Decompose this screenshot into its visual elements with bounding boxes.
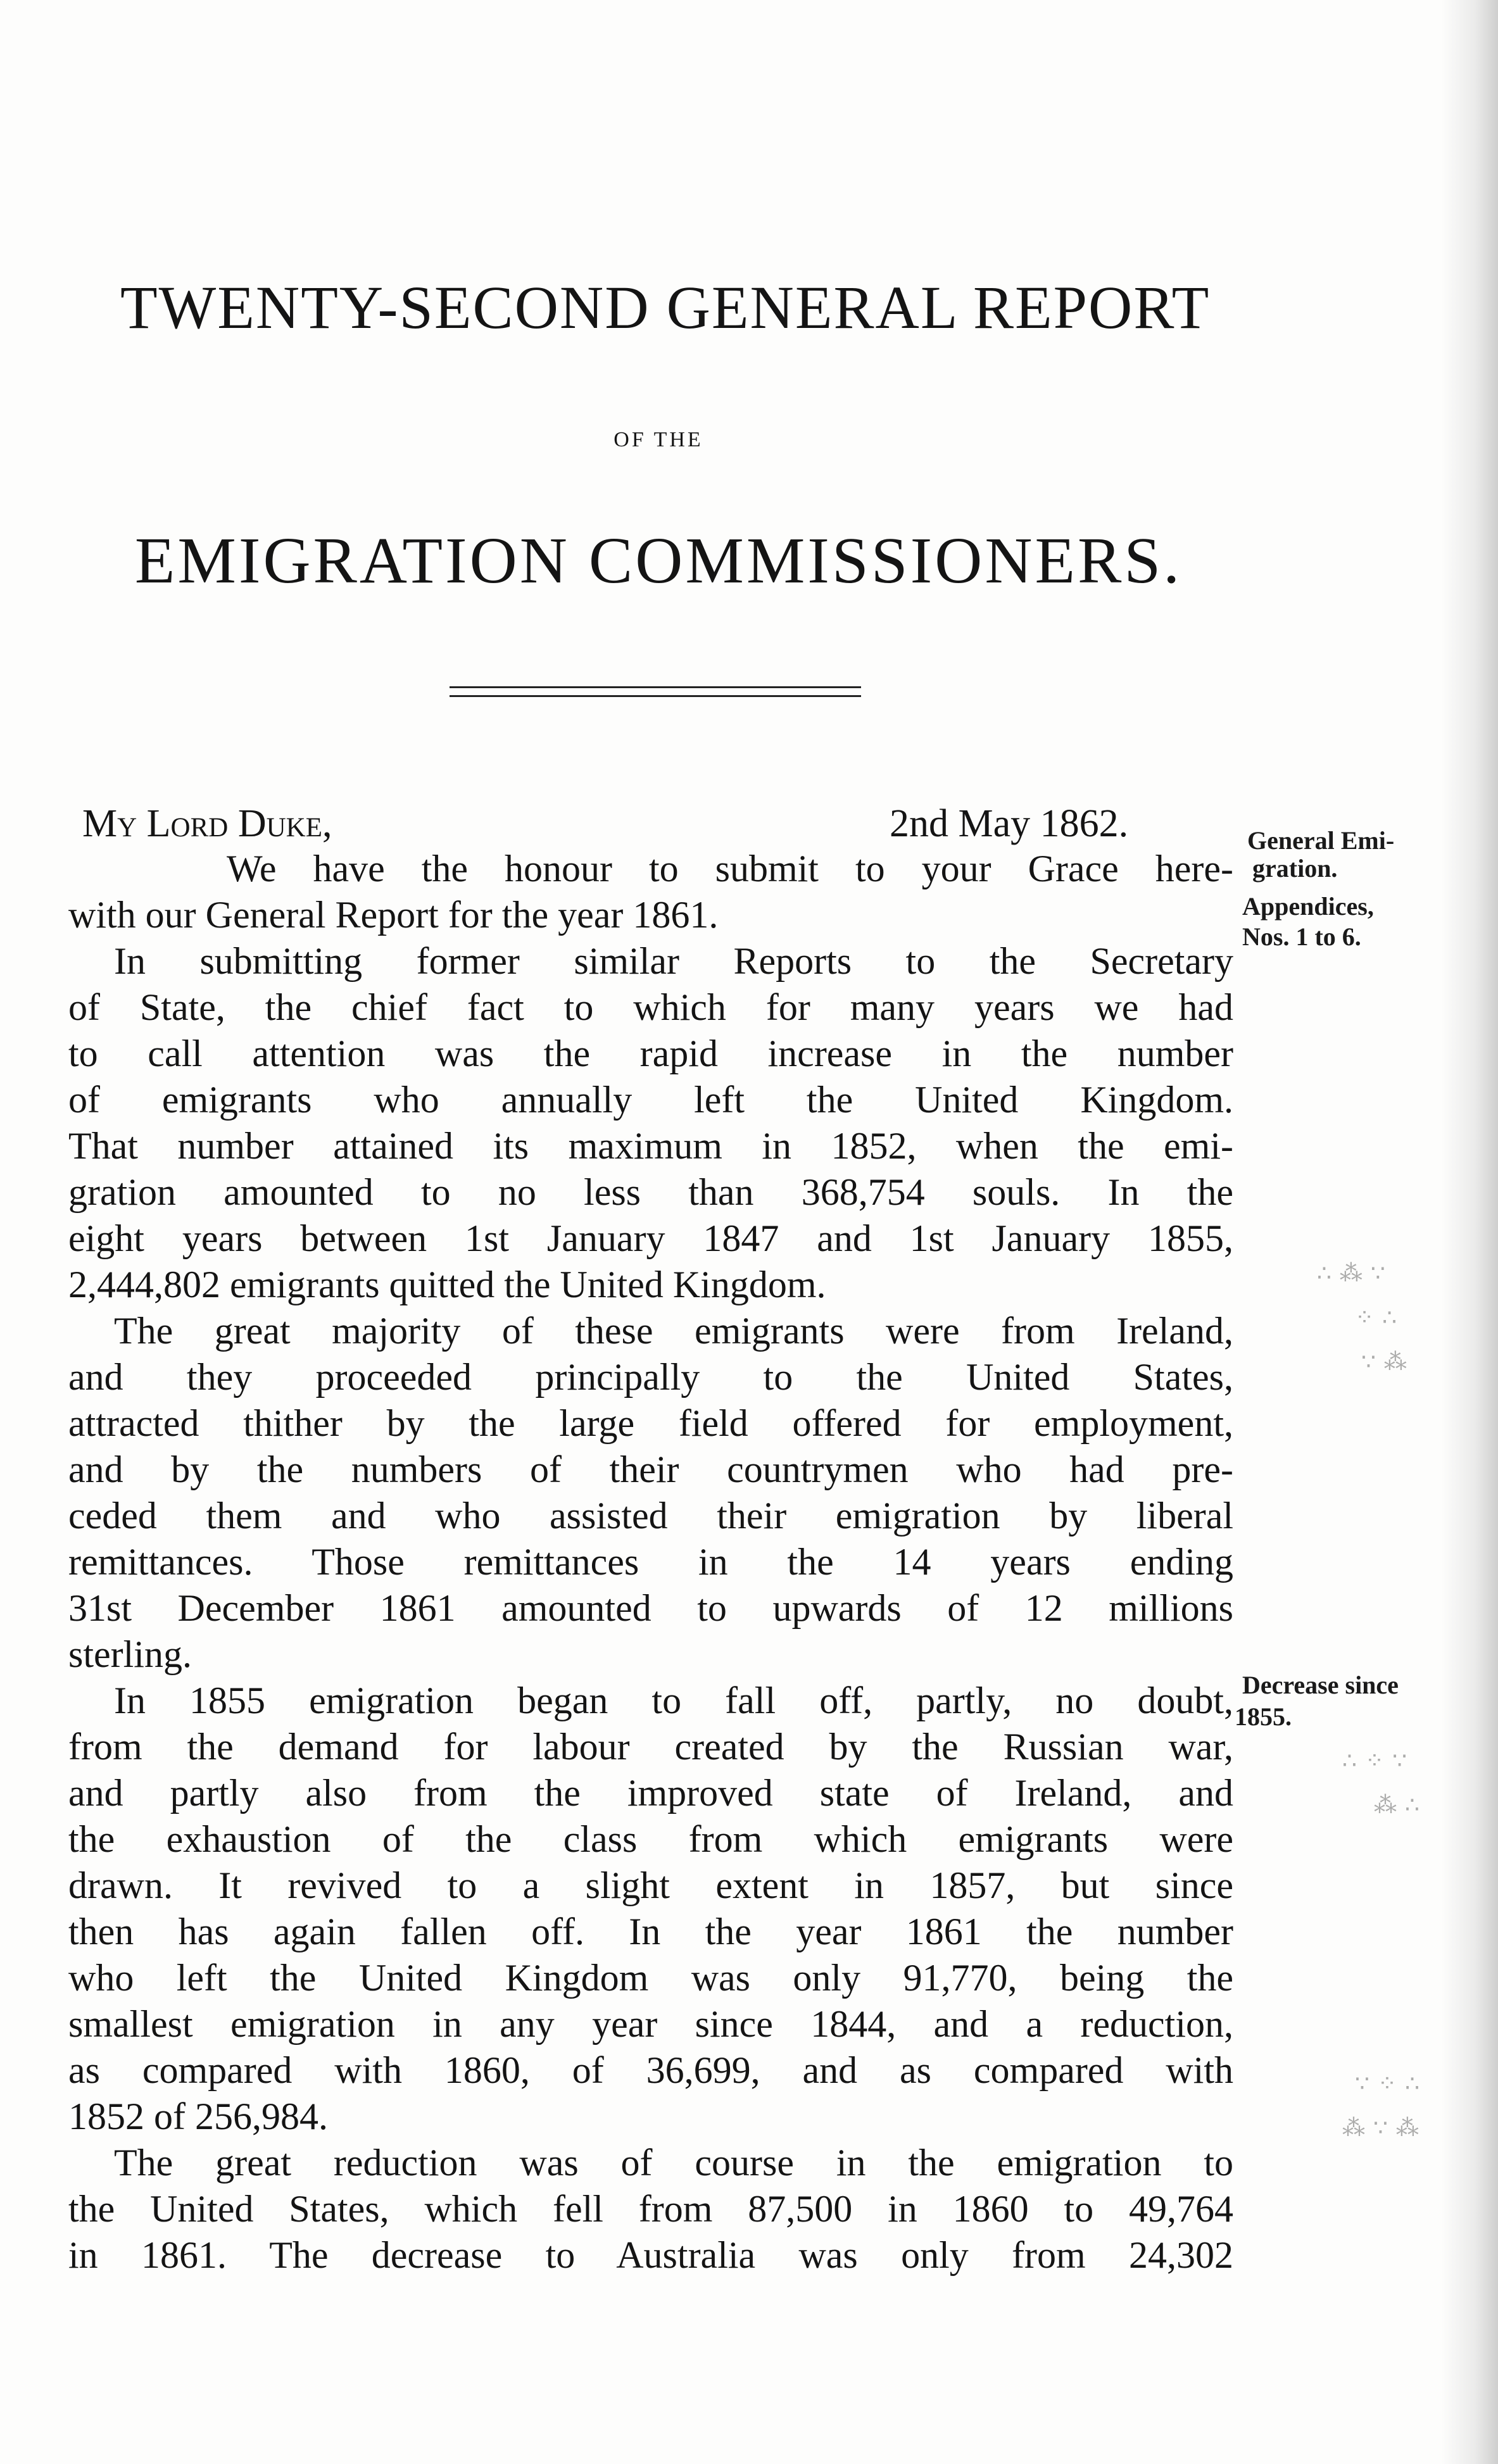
body-line: from the demand for labour created by the Russian war, bbox=[68, 1726, 1233, 1768]
body-line: The great majority of these emigrants were from Ireland, bbox=[114, 1310, 1233, 1352]
letter-date: 2nd May 1862. bbox=[890, 802, 1129, 845]
body-line: eight years between 1st January 1847 and 1st January 1855, bbox=[68, 1217, 1233, 1259]
body-line: In submitting former similar Reports to the Secretary bbox=[114, 940, 1233, 982]
body-line: drawn. It revived to a slight extent in 1857, but since bbox=[68, 1864, 1233, 1906]
body-line: In 1855 emigration began to fall off, partly, no doubt, bbox=[114, 1680, 1233, 1721]
bleed-through-mark: ∴ ⁂ ∵ bbox=[1317, 1260, 1387, 1286]
margin-note-general-emigration-cont: gration. bbox=[1252, 854, 1338, 883]
bleed-through-mark: ⁘ ∴ bbox=[1355, 1305, 1399, 1330]
body-line: the exhaustion of the class from which emigrants were bbox=[68, 1818, 1233, 1860]
body-line: sterling. bbox=[68, 1633, 192, 1675]
salutation: My Lord Duke, bbox=[82, 802, 332, 845]
report-title: TWENTY-SECOND GENERAL REPORT bbox=[120, 273, 1211, 341]
bleed-through-mark: ∵ ⁂ bbox=[1361, 1349, 1408, 1374]
title-divider bbox=[450, 686, 861, 697]
body-line: as compared with 1860, of 36,699, and as compared with bbox=[68, 2049, 1233, 2091]
bleed-through-mark: ⁂ ∵ ⁂ bbox=[1342, 2115, 1420, 2140]
body-line: gration amounted to no less than 368,754 souls. In the bbox=[68, 1171, 1233, 1213]
report-subtitle: EMIGRATION COMMISSIONERS. bbox=[134, 524, 1183, 597]
body-line: 31st December 1861 amounted to upwards of 12 millions bbox=[68, 1587, 1233, 1629]
body-line: We have the honour to submit to your Grace here- bbox=[227, 848, 1233, 889]
body-line: in 1861. The decrease to Australia was only from 24,302 bbox=[68, 2234, 1233, 2276]
body-line: and by the numbers of their countrymen who had pre- bbox=[68, 1449, 1233, 1490]
body-line: with our General Report for the year 1861. bbox=[68, 894, 719, 936]
scan-edge-shadow bbox=[1441, 0, 1498, 2464]
body-line: ceded them and who assisted their emigration by liberal bbox=[68, 1495, 1233, 1537]
margin-note-decrease: Decrease since bbox=[1242, 1671, 1399, 1699]
body-line: That number attained its maximum in 1852, when the emi- bbox=[68, 1125, 1233, 1167]
margin-note-decrease-cont: 1855. bbox=[1235, 1702, 1292, 1731]
bleed-through-mark: ⁂ ∴ bbox=[1374, 1792, 1421, 1818]
body-line: attracted thither by the large field offered for employment, bbox=[68, 1402, 1233, 1444]
body-line: smallest emigration in any year since 1844, and a reduction, bbox=[68, 2003, 1233, 2045]
bleed-through-mark: ∵ ⁘ ∴ bbox=[1355, 2071, 1421, 2096]
margin-note-general-emigration: General Emi- bbox=[1247, 826, 1395, 855]
body-line: The great reduction was of course in the emigration to bbox=[114, 2142, 1233, 2184]
body-line: to call attention was the rapid increase in the number bbox=[68, 1033, 1233, 1074]
body-line: of emigrants who annually left the United Kingdom. bbox=[68, 1079, 1233, 1121]
body-line: 2,444,802 emigrants quitted the United Kingdom. bbox=[68, 1264, 826, 1305]
body-line: and they proceeded principally to the United States, bbox=[68, 1356, 1233, 1398]
body-line: remittances. Those remittances in the 14 years ending bbox=[68, 1541, 1233, 1583]
body-line: then has again fallen off. In the year 1861 the number bbox=[68, 1911, 1233, 1952]
body-line: 1852 of 256,984. bbox=[68, 2096, 328, 2137]
body-line: the United States, which fell from 87,500 in 1860 to 49,764 bbox=[68, 2188, 1233, 2230]
margin-note-appendices: Appendices, bbox=[1242, 892, 1374, 921]
body-line: who left the United Kingdom was only 91,770, being the bbox=[68, 1957, 1233, 1999]
margin-note-appendices-cont: Nos. 1 to 6. bbox=[1242, 922, 1361, 951]
bleed-through-mark: ∴ ⁘ ∵ bbox=[1342, 1748, 1408, 1773]
body-line: of State, the chief fact to which for many years we had bbox=[68, 986, 1233, 1028]
body-line: and partly also from the improved state of Ireland, and bbox=[68, 1772, 1233, 1814]
report-connector: OF THE bbox=[614, 428, 703, 451]
